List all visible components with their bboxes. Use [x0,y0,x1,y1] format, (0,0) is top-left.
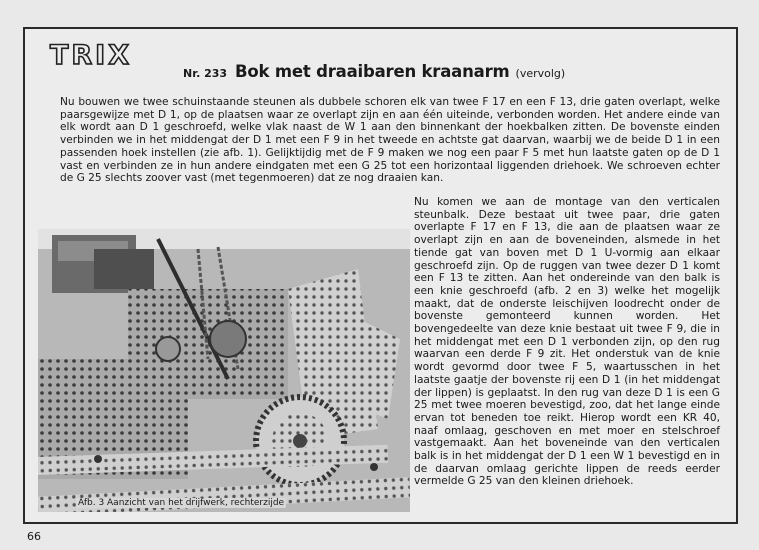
mechanism-photo [38,229,410,512]
trix-logo [41,38,141,70]
continued-label: (vervolg) [515,67,566,80]
section-heading [183,62,565,81]
intro-paragraph: Nu bouwen we twee schuinstaande steunen als dubbele schoren elk van twee F 17 en een F 13, drie gaten overlapt, welke paarsgewijze met D 1, op de plaatsen waar ze overlapt zijn en aan één uiteinde, verbonden worden. Het andere einde van elk wordt aan D 1 geschroefd, welke vlak naast de W 1 aan den binnenkant der hoekbalken zitten. De bovenste einden verbinden we in het middengat der D 1 met een F 9 in het tweede en achtste gat daarvan, waarbij we de beide D 1 in een passenden hoek instellen (zie afb. 1). Gelijktijdig met de F 9 maken we nog een paar F 5 met hun laatste gaten op de D 1 vast en verbinden ze in hun andere eindgaten met een G 25 tot een horizontaal liggenden driehoek. We schroeven echter de G 25 slechts zoover vast (met tegenmoeren) dat ze nog draaien kan. [60,96,720,185]
figure-caption: Afb. 3 Aanzicht van het drijfwerk, rechterzijde [78,498,285,508]
page-number: 66 [27,530,41,543]
model-title: Bok met draaibaren kraanarm [235,62,510,81]
column-paragraph: Nu komen we aan de montage van den verticalen steunbalk. Deze bestaat uit twee paar, drie gaten overlapte F 17 en F 13, die aan de plaatsen waar ze overlapt zijn en aan de boveneinden, alsmede in het tiende gat van boven met D 1 U-vormig aan elkaar geschroefd zijn. Op de ruggen van twee dezer D 1 komt een F 13 te zitten. Aan het ondereinde van den balk is een knie geschroefd (afb. 2 en 3) welke het mogelijk maakt, dat de onderste leischijven loodrecht onder de bovenste gemonteerd kunnen worden. Het bovengedeelte van deze knie bestaat uit twee F 9, die in het middengat met een D 1 verbonden zijn, op den rug waarvan een derde F 9 zit. Het onderstuk van de knie wordt gevormd door twee F 5, waartusschen in het laatste gaatje der bovenste rij een D 1 (in het middengat der lippen) is geplaatst. In den rug van deze D 1 is een G 25 met twee moeren bevestigd, zoo, dat het lange einde ervan tot beneden toe reikt. Hierop wordt een KR 40, naaf omlaag, geschoven en met moer en stelschroef vastgemaakt. Aan het boveneinde van den verticalen balk is in het middengat der D 1 een W 1 bevestigd en in de daarvan omlaag gerichte lippen de reeds eerder vermelde G 25 van den kleinen driehoek. [414,196,720,488]
svg-text:TRIX: TRIX [49,40,133,70]
model-number: Nr. 233 [183,67,228,80]
